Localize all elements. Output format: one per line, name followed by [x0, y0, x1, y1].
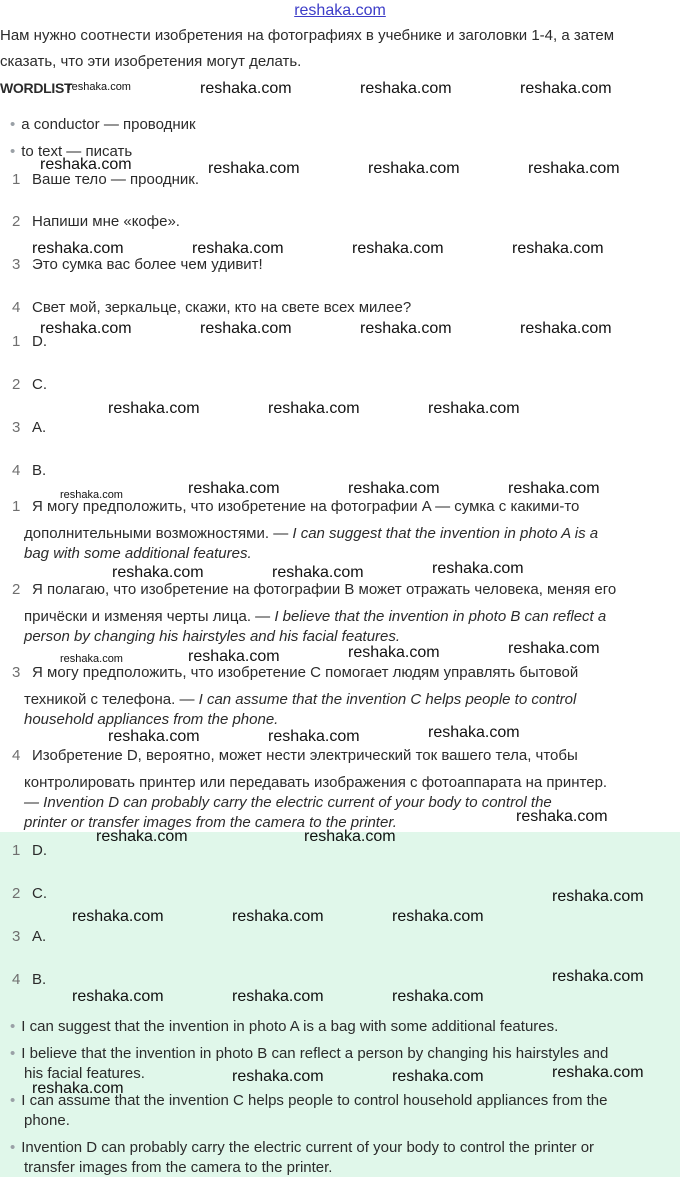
watermark: reshaka.com — [428, 400, 520, 417]
watermark: reshaka.com — [512, 240, 604, 257]
watermark: reshaka.com — [40, 156, 132, 173]
word-item: • a conductor — проводник — [10, 116, 196, 133]
watermark: reshaka.com — [208, 160, 300, 177]
watermark: reshaka.com — [112, 564, 204, 581]
watermark: reshaka.com — [200, 320, 292, 337]
watermark: reshaka.com — [392, 1068, 484, 1085]
watermark: reshaka.com — [72, 988, 164, 1005]
word-item: • to text — писать — [10, 143, 133, 160]
watermark: reshaka.com — [272, 564, 364, 581]
watermark: reshaka.com — [348, 644, 440, 661]
watermark: reshaka.com — [188, 648, 280, 665]
bullet-dot-icon: • — [10, 1018, 16, 1035]
watermark: reshaka.com — [188, 480, 280, 497]
watermark: reshaka.com — [392, 908, 484, 925]
bullet-dot-icon: • — [10, 116, 16, 133]
watermark: reshaka.com — [552, 888, 644, 905]
watermark: reshaka.com — [232, 1068, 324, 1085]
watermark: reshaka.com — [268, 728, 360, 745]
watermark: reshaka.com — [232, 988, 324, 1005]
watermark: reshaka.com — [360, 320, 452, 337]
intro-line-1: Нам нужно соотнести изобретения на фотографиях в учебнике и заголовки 1-4, а затем — [0, 27, 615, 44]
answer-panel: 1 D. 2 C. 3 A. 4 B. • I can suggest that the invention in photo A is a bag with some additional features. • I believe that the invention in photo B can reflect a person by changing his hairstyles and his facial features. • I can assume that the invention C helps people to control household appliances from the phone. • Invention D can probably carry the electric current of your body to control the printer or transfer images from the camera to the printer. — [0, 832, 680, 1177]
watermark: reshaka.com — [108, 400, 200, 417]
watermark: reshaka.com — [200, 80, 292, 97]
watermark: reshaka.com — [60, 653, 123, 665]
intro-line-2: сказать, что эти изобретения могут делать. — [0, 53, 302, 70]
watermark: reshaka.com — [552, 968, 644, 985]
watermark: reshaka.com — [232, 908, 324, 925]
watermark: reshaka.com — [72, 908, 164, 925]
watermark: reshaka.com — [508, 640, 600, 657]
watermark: reshaka.com — [432, 560, 524, 577]
watermark: reshaka.com — [360, 80, 452, 97]
bullet-dot-icon: • — [10, 1139, 16, 1156]
watermark: reshaka.com — [368, 160, 460, 177]
watermark: reshaka.com — [192, 240, 284, 257]
watermark: reshaka.com — [268, 400, 360, 417]
watermark: reshaka.com — [348, 480, 440, 497]
wordlist-label: WORDLIST — [0, 80, 73, 96]
watermark: reshaka.com — [68, 81, 131, 93]
watermark: reshaka.com — [96, 828, 188, 845]
site-link-top[interactable]: reshaka.com — [294, 2, 386, 19]
watermark: reshaka.com — [552, 1064, 644, 1081]
bullet-dot-icon: • — [10, 143, 16, 160]
watermark: reshaka.com — [520, 320, 612, 337]
watermark: reshaka.com — [108, 728, 200, 745]
watermark: reshaka.com — [516, 808, 608, 825]
watermark: reshaka.com — [520, 80, 612, 97]
watermark: reshaka.com — [352, 240, 444, 257]
watermark: reshaka.com — [508, 480, 600, 497]
bullet-dot-icon: • — [10, 1045, 16, 1062]
watermark: reshaka.com — [40, 320, 132, 337]
watermark: reshaka.com — [428, 724, 520, 741]
watermark: reshaka.com — [32, 240, 124, 257]
bullet-dot-icon: • — [10, 1092, 16, 1109]
watermark: reshaka.com — [304, 828, 396, 845]
watermark: reshaka.com — [528, 160, 620, 177]
watermark: reshaka.com — [32, 1080, 124, 1097]
watermark: reshaka.com — [60, 489, 123, 501]
watermark: reshaka.com — [392, 988, 484, 1005]
